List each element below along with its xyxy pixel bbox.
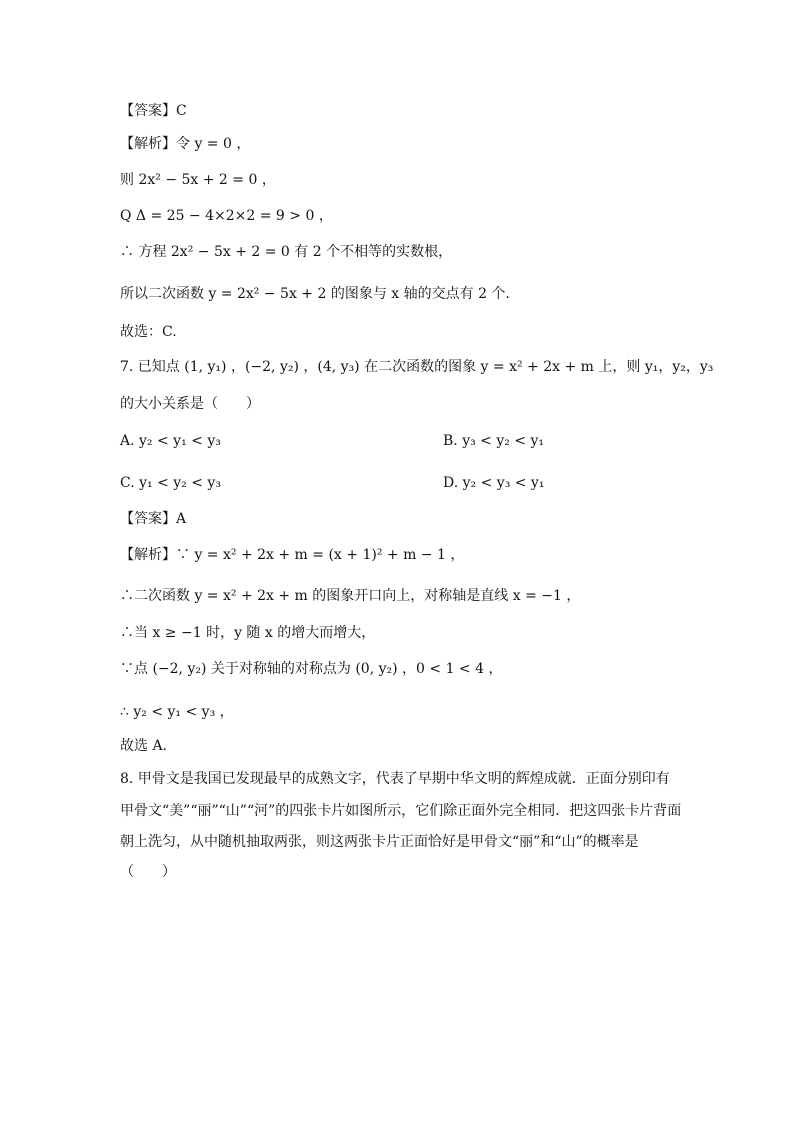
q8-line-3: 朝上洗匀，从中随机抽取两张，则这两张卡片正面恰好是甲骨文“丽”和“山”的概率是 [120, 834, 639, 850]
q6-step-4: 所以二次函数 y = 2x² − 5x + 2 的图象与 x 轴的交点有 2 个. [120, 286, 510, 302]
q6-analysis: 【解析】令 y = 0 ， [120, 136, 251, 152]
q6-step-3: ∴ 方程 2x² − 5x + 2 = 0 有 2 个不相等的实数根， [120, 244, 453, 260]
q7-analysis: 【解析】∵ y = x² + 2x + m = (x + 1)² + m − 1 ， [120, 547, 465, 563]
q7-stem-line-2: 的大小关系是（ ） [120, 396, 260, 412]
q7-answer: 【答案】A [120, 511, 187, 527]
q7-option-b: B. y₃ < y₂ < y₁ [443, 433, 545, 449]
q7-option-d: D. y₂ < y₃ < y₁ [443, 475, 545, 491]
q6-step-2: Q Δ = 25 − 4×2×2 = 9 > 0 ， [120, 208, 333, 224]
q7-step-2: ∴当 x ≥ −1 时，y 随 x 的增大而增大， [120, 625, 376, 641]
q7-conclusion: 故选 A. [120, 738, 168, 754]
q8-line-1: 8. 甲骨文是我国已发现最早的成熟文字，代表了早期中华文明的辉煌成就．正面分别印有 [120, 771, 670, 787]
q7-option-a: A. y₂ < y₁ < y₃ [120, 433, 221, 449]
q7-step-4: ∴ y₂ < y₁ < y₃ ， [120, 704, 234, 720]
q7-step-1: ∴二次函数 y = x² + 2x + m 的图象开口向上，对称轴是直线 x = −1 ， [120, 588, 581, 604]
q7-option-c: C. y₁ < y₂ < y₃ [120, 475, 221, 491]
q8-line-2: 甲骨文“美”“丽”“山”“河”的四张卡片如图所示，它们除正面外完全相同．把这四张卡片背面 [120, 803, 682, 819]
q6-answer: 【答案】C [120, 103, 187, 119]
q6-step-1: 则 2x² − 5x + 2 = 0 ， [120, 172, 276, 188]
q7-stem-line-1: 7. 已知点 (1, y₁) ，(−2, y₂) ，(4, y₃) 在二次函数的图象 y = x² + 2x + m 上，则 y₁，y₂，y₃ [120, 359, 714, 375]
q7-step-3: ∵点 (−2, y₂) 关于对称轴的对称点为 (0, y₂) ，0 < 1 < 4 ， [120, 661, 503, 677]
q6-conclusion: 故选：C. [120, 324, 177, 340]
q8-line-4: （ ） [120, 864, 176, 880]
